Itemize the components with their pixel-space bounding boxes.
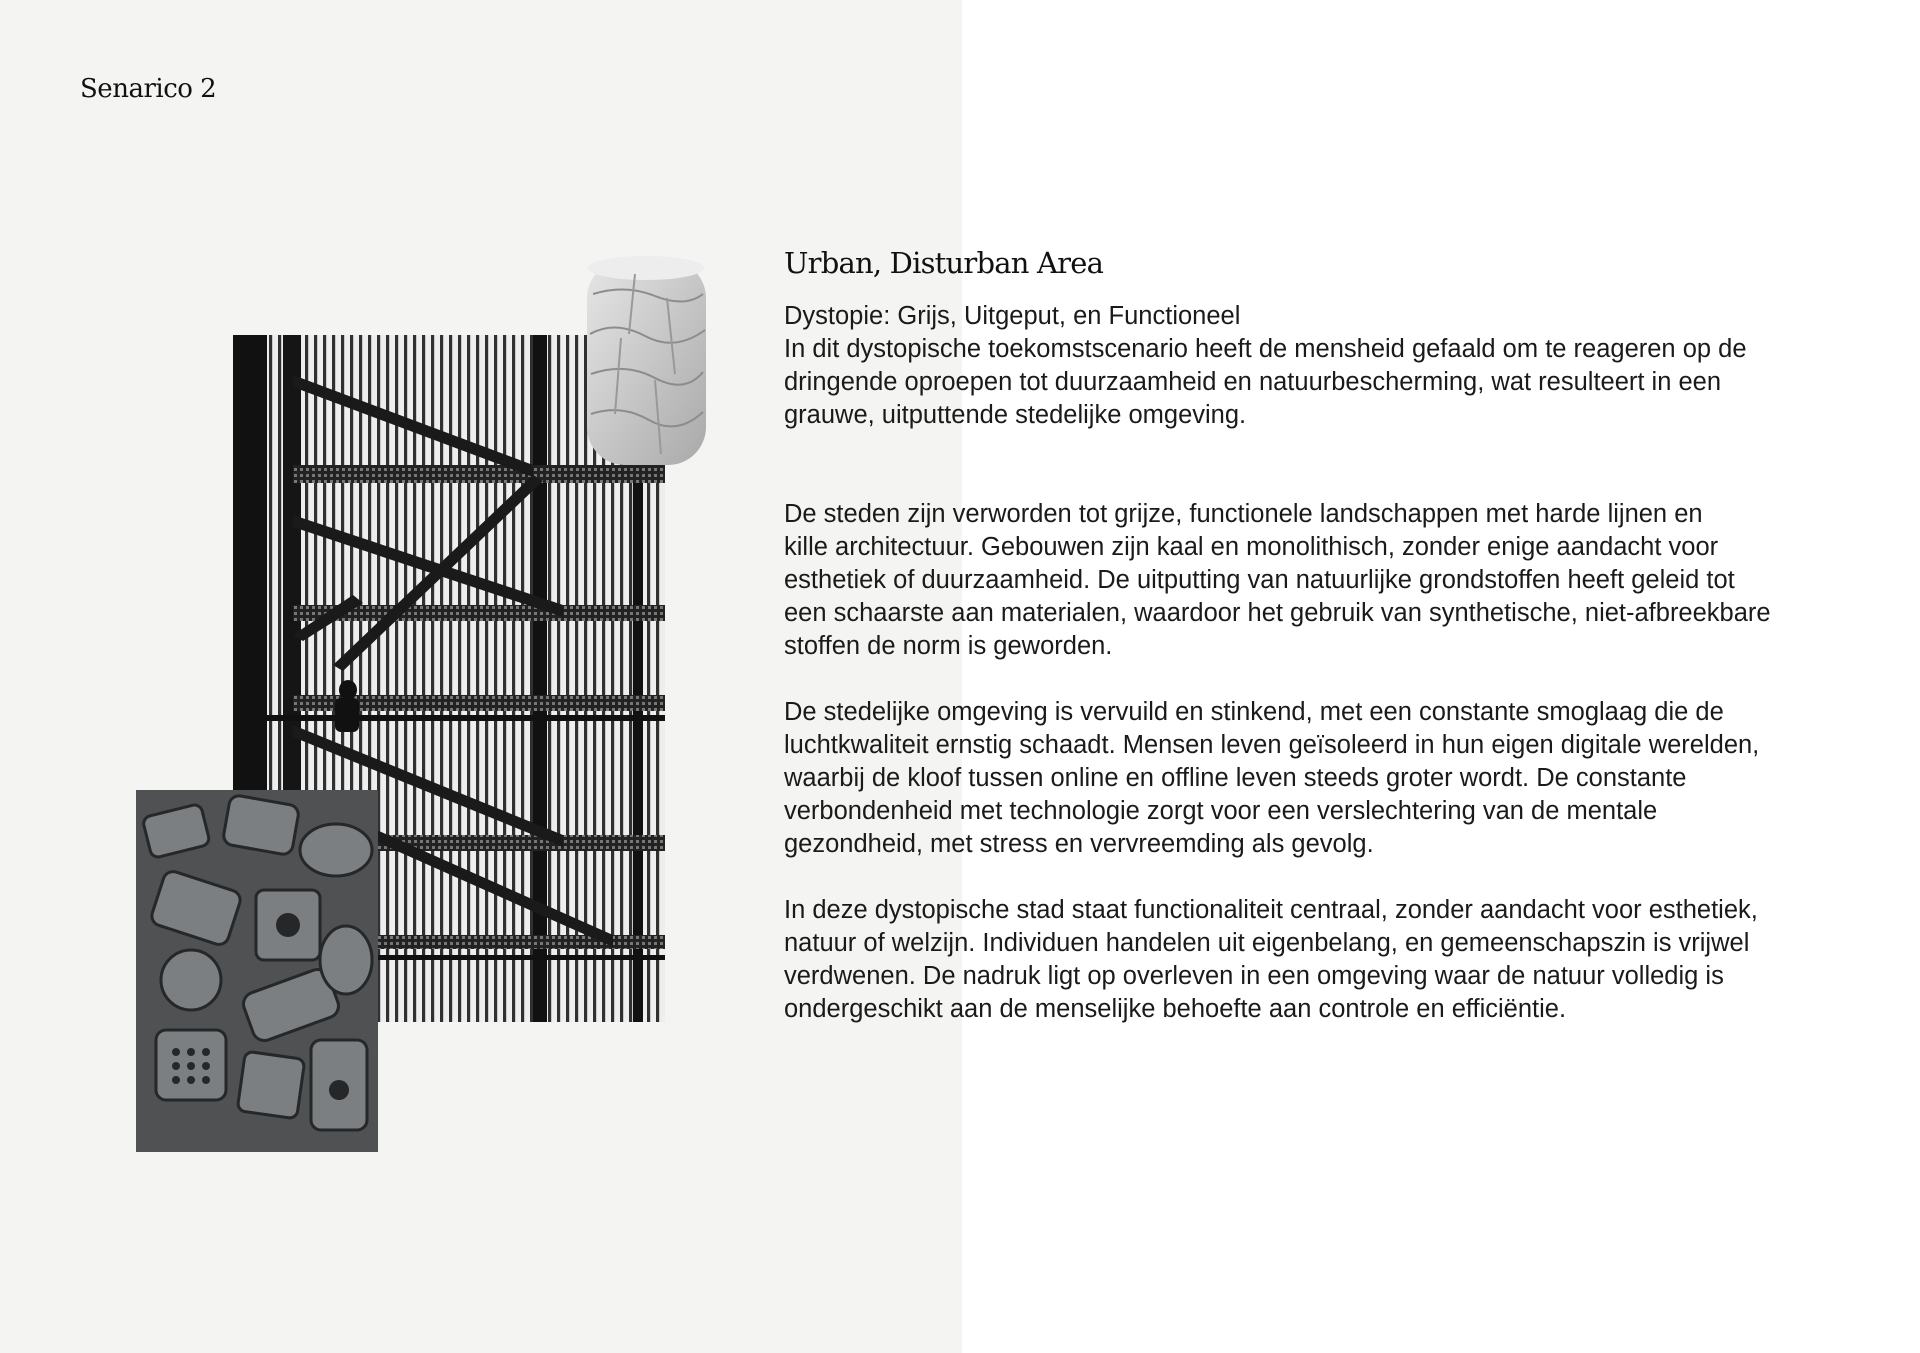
body-paragraph: In deze dystopische stad staat functionaliteit centraal, zonder aandacht voor esthetiek, natuur of welzijn. Individuen handelen uit eigenbelang, en gemeenschapszin is vrijwel verdwenen. De nadruk ligt op overleven in een omgeving waar de natuur volledig is ondergeschikt aan de menselijke behoefte aan controle en efficiëntie.	[784, 896, 1758, 1023]
body-paragraph: De stedelijke omgeving is vervuild en stinkend, met een constante smoglaag die de luchtkwaliteit ernstig schaadt. Mensen leven geïsoleerd in hun eigen digitale werelden, waarbij de kloof tussen online en offline leven steeds groter wordt. De constante verbondenheid met technologie zorgt voor een verslechtering van de mentale gezondheid, met stress en vervreemding als gevolg.	[784, 698, 1760, 858]
section-title: Urban, Disturban Area	[784, 246, 1104, 280]
page-label: Senarico 2	[80, 74, 217, 104]
stacked-stone-sculpture-image	[585, 254, 708, 469]
intro-paragraph: Dystopie: Grijs, Uitgeput, en Functioneel In dit dystopische toekomstscenario heeft de mensheid gefaald om te reageren op de dringende oproepen tot duurzaamheid en natuurbescherming, wat resulteert in een grauwe, uitputtende stedelijke omgeving.	[784, 302, 1747, 429]
body-paragraph: De steden zijn verworden tot grijze, functionele landschappen met harde lijnen en kille architectuur. Gebouwen zijn kaal en monolithisch, zonder enige aandacht voor esthetiek of duurzaamheid. De uitputting van natuurlijke grondstoffen heeft geleid tot een schaarste aan materialen, waardoor het gebruik van synthetische, niet-afbreekbare stoffen de norm is geworden.	[784, 500, 1771, 660]
scenario-content	[784, 246, 1864, 1026]
technology-debris-image	[136, 790, 378, 1152]
